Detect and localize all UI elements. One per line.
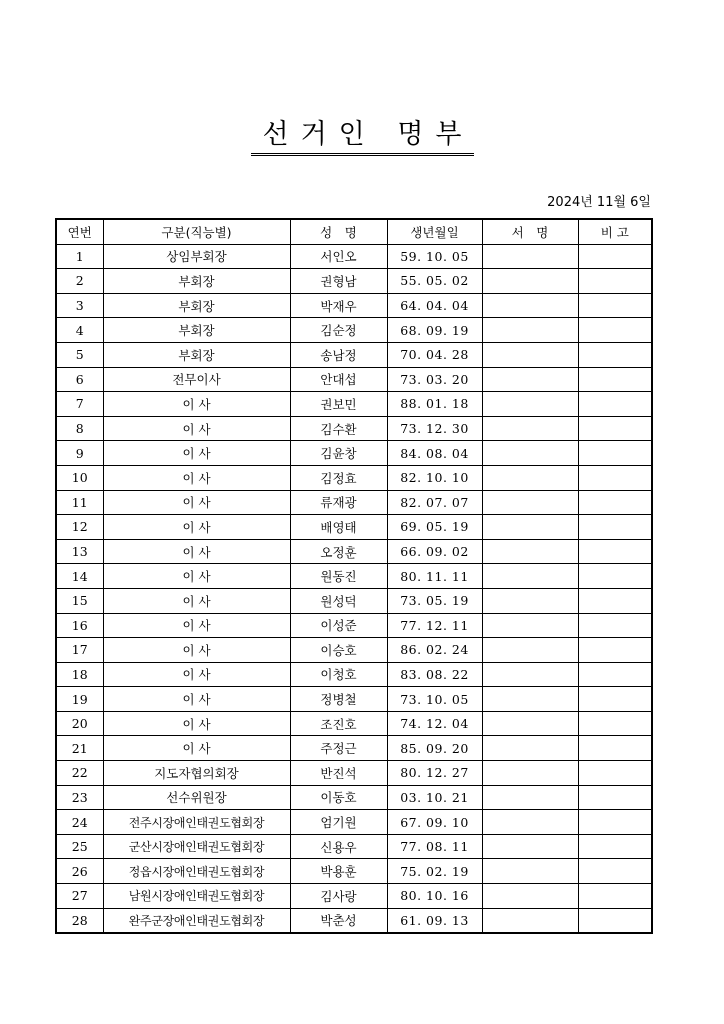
row-remarks-cell — [578, 367, 652, 392]
row-signature-cell — [482, 269, 578, 294]
document-date: 2024년 11월 6일 — [547, 195, 651, 210]
row-number: 9 — [56, 441, 103, 466]
row-birthdate: 75. 02. 19 — [387, 859, 482, 884]
row-number: 21 — [56, 736, 103, 761]
table-row — [56, 711, 652, 736]
row-remarks-cell — [578, 834, 652, 859]
row-signature-cell — [482, 711, 578, 736]
row-signature-cell — [482, 564, 578, 589]
table-header-row — [56, 219, 652, 244]
table-row — [56, 638, 652, 663]
row-birthdate: 73. 03. 20 — [387, 367, 482, 392]
row-position: 이 사 — [103, 711, 290, 736]
row-number: 14 — [56, 564, 103, 589]
row-name: 원동진 — [290, 564, 387, 589]
row-birthdate: 68. 09. 19 — [387, 318, 482, 343]
row-birthdate: 59. 10. 05 — [387, 244, 482, 269]
row-birthdate: 83. 08. 22 — [387, 662, 482, 687]
row-remarks-cell — [578, 588, 652, 613]
row-number: 8 — [56, 416, 103, 441]
table-row — [56, 834, 652, 859]
row-signature-cell — [482, 515, 578, 540]
row-birthdate: 66. 09. 02 — [387, 539, 482, 564]
row-remarks-cell — [578, 785, 652, 810]
table-row — [56, 515, 652, 540]
row-signature-cell — [482, 318, 578, 343]
row-position: 전주시장애인태권도협회장 — [103, 810, 290, 835]
header-name: 성 명 — [290, 219, 387, 244]
row-position: 이 사 — [103, 564, 290, 589]
row-signature-cell — [482, 638, 578, 663]
row-position: 부회장 — [103, 293, 290, 318]
row-signature-cell — [482, 662, 578, 687]
row-number: 19 — [56, 687, 103, 712]
row-signature-cell — [482, 441, 578, 466]
table-row — [56, 859, 652, 884]
row-position: 이 사 — [103, 662, 290, 687]
row-name: 박용훈 — [290, 859, 387, 884]
voter-roster-table — [55, 218, 653, 934]
row-signature-cell — [482, 834, 578, 859]
row-birthdate: 88. 01. 18 — [387, 392, 482, 417]
header-signature: 서 명 — [482, 219, 578, 244]
row-name: 이승호 — [290, 638, 387, 663]
table-row — [56, 884, 652, 909]
row-position: 부회장 — [103, 318, 290, 343]
row-remarks-cell — [578, 490, 652, 515]
row-position: 부회장 — [103, 269, 290, 294]
row-remarks-cell — [578, 711, 652, 736]
row-number: 13 — [56, 539, 103, 564]
row-signature-cell — [482, 859, 578, 884]
row-position: 정읍시장애인태권도협회장 — [103, 859, 290, 884]
row-number: 16 — [56, 613, 103, 638]
table-row — [56, 367, 652, 392]
row-number: 2 — [56, 269, 103, 294]
row-number: 20 — [56, 711, 103, 736]
row-name: 조진호 — [290, 711, 387, 736]
row-signature-cell — [482, 367, 578, 392]
row-remarks-cell — [578, 515, 652, 540]
row-position: 이 사 — [103, 441, 290, 466]
row-birthdate: 84. 08. 04 — [387, 441, 482, 466]
row-remarks-cell — [578, 564, 652, 589]
row-position: 이 사 — [103, 687, 290, 712]
row-birthdate: 73. 10. 05 — [387, 687, 482, 712]
header-position: 구분(직능별) — [103, 219, 290, 244]
row-number: 25 — [56, 834, 103, 859]
row-name: 원성덕 — [290, 588, 387, 613]
row-remarks-cell — [578, 416, 652, 441]
row-remarks-cell — [578, 859, 652, 884]
row-position: 완주군장애인태권도협회장 — [103, 908, 290, 933]
row-name: 권형남 — [290, 269, 387, 294]
row-name: 권보민 — [290, 392, 387, 417]
row-signature-cell — [482, 416, 578, 441]
row-remarks-cell — [578, 761, 652, 786]
row-name: 김정효 — [290, 465, 387, 490]
row-name: 반진석 — [290, 761, 387, 786]
row-signature-cell — [482, 810, 578, 835]
row-name: 송남정 — [290, 342, 387, 367]
row-name: 엄기원 — [290, 810, 387, 835]
header-birth: 생년월일 — [387, 219, 482, 244]
row-signature-cell — [482, 736, 578, 761]
row-birthdate: 85. 09. 20 — [387, 736, 482, 761]
row-number: 26 — [56, 859, 103, 884]
table-row — [56, 662, 652, 687]
row-signature-cell — [482, 342, 578, 367]
row-number: 27 — [56, 884, 103, 909]
row-remarks-cell — [578, 318, 652, 343]
row-number: 5 — [56, 342, 103, 367]
table-row — [56, 293, 652, 318]
row-position: 이 사 — [103, 539, 290, 564]
row-remarks-cell — [578, 441, 652, 466]
row-birthdate: 69. 05. 19 — [387, 515, 482, 540]
row-signature-cell — [482, 687, 578, 712]
row-signature-cell — [482, 244, 578, 269]
row-remarks-cell — [578, 244, 652, 269]
row-remarks-cell — [578, 293, 652, 318]
row-number: 11 — [56, 490, 103, 515]
row-name: 신용우 — [290, 834, 387, 859]
row-position: 군산시장애인태권도협회장 — [103, 834, 290, 859]
row-remarks-cell — [578, 539, 652, 564]
row-name: 이청호 — [290, 662, 387, 687]
row-remarks-cell — [578, 662, 652, 687]
table-row — [56, 687, 652, 712]
row-name: 정병철 — [290, 687, 387, 712]
row-birthdate: 77. 12. 11 — [387, 613, 482, 638]
row-name: 김순정 — [290, 318, 387, 343]
row-name: 배영태 — [290, 515, 387, 540]
table-row — [56, 244, 652, 269]
row-signature-cell — [482, 539, 578, 564]
row-name: 김수환 — [290, 416, 387, 441]
row-position: 지도자협의회장 — [103, 761, 290, 786]
header-no: 연번 — [56, 219, 103, 244]
row-remarks-cell — [578, 638, 652, 663]
row-birthdate: 61. 09. 13 — [387, 908, 482, 933]
table-row — [56, 490, 652, 515]
row-name: 서인오 — [290, 244, 387, 269]
row-number: 22 — [56, 761, 103, 786]
row-position: 이 사 — [103, 490, 290, 515]
row-number: 12 — [56, 515, 103, 540]
row-name: 김윤창 — [290, 441, 387, 466]
row-birthdate: 73. 05. 19 — [387, 588, 482, 613]
table-row — [56, 539, 652, 564]
row-remarks-cell — [578, 884, 652, 909]
row-remarks-cell — [578, 736, 652, 761]
row-name: 김사랑 — [290, 884, 387, 909]
row-position: 이 사 — [103, 613, 290, 638]
row-position: 이 사 — [103, 515, 290, 540]
document-title: 선거인 명부 — [251, 118, 474, 156]
row-birthdate: 03. 10. 21 — [387, 785, 482, 810]
row-name: 박춘성 — [290, 908, 387, 933]
row-remarks-cell — [578, 269, 652, 294]
row-signature-cell — [482, 908, 578, 933]
row-position: 이 사 — [103, 465, 290, 490]
row-number: 4 — [56, 318, 103, 343]
row-number: 18 — [56, 662, 103, 687]
row-position: 남원시장애인태권도협회장 — [103, 884, 290, 909]
table-row — [56, 342, 652, 367]
row-remarks-cell — [578, 613, 652, 638]
table-row — [56, 785, 652, 810]
row-signature-cell — [482, 884, 578, 909]
row-signature-cell — [482, 465, 578, 490]
row-signature-cell — [482, 761, 578, 786]
header-remarks: 비 고 — [578, 219, 652, 244]
title-container — [0, 118, 724, 156]
row-number: 15 — [56, 588, 103, 613]
row-number: 6 — [56, 367, 103, 392]
row-remarks-cell — [578, 342, 652, 367]
row-signature-cell — [482, 613, 578, 638]
row-birthdate: 80. 11. 11 — [387, 564, 482, 589]
row-number: 23 — [56, 785, 103, 810]
row-number: 3 — [56, 293, 103, 318]
row-name: 이동호 — [290, 785, 387, 810]
table-row — [56, 269, 652, 294]
row-number: 17 — [56, 638, 103, 663]
row-name: 오정훈 — [290, 539, 387, 564]
row-position: 이 사 — [103, 638, 290, 663]
table-row — [56, 564, 652, 589]
row-remarks-cell — [578, 392, 652, 417]
row-number: 1 — [56, 244, 103, 269]
row-remarks-cell — [578, 687, 652, 712]
row-signature-cell — [482, 392, 578, 417]
row-remarks-cell — [578, 465, 652, 490]
table-row — [56, 318, 652, 343]
table-row — [56, 465, 652, 490]
row-name: 박재우 — [290, 293, 387, 318]
row-position: 이 사 — [103, 588, 290, 613]
table-row — [56, 588, 652, 613]
table-row — [56, 736, 652, 761]
row-position: 부회장 — [103, 342, 290, 367]
table-row — [56, 441, 652, 466]
row-name: 류재광 — [290, 490, 387, 515]
row-birthdate: 74. 12. 04 — [387, 711, 482, 736]
row-birthdate: 73. 12. 30 — [387, 416, 482, 441]
table-row — [56, 613, 652, 638]
row-position: 상임부회장 — [103, 244, 290, 269]
table-row — [56, 908, 652, 933]
row-signature-cell — [482, 785, 578, 810]
table-body — [56, 244, 652, 933]
row-signature-cell — [482, 490, 578, 515]
row-number: 7 — [56, 392, 103, 417]
table-row — [56, 761, 652, 786]
row-birthdate: 77. 08. 11 — [387, 834, 482, 859]
row-name: 안대섭 — [290, 367, 387, 392]
row-number: 28 — [56, 908, 103, 933]
row-signature-cell — [482, 293, 578, 318]
row-birthdate: 82. 07. 07 — [387, 490, 482, 515]
row-birthdate: 80. 12. 27 — [387, 761, 482, 786]
table-row — [56, 810, 652, 835]
row-position: 전무이사 — [103, 367, 290, 392]
row-position: 선수위원장 — [103, 785, 290, 810]
row-name: 주정근 — [290, 736, 387, 761]
row-birthdate: 80. 10. 16 — [387, 884, 482, 909]
row-number: 10 — [56, 465, 103, 490]
row-birthdate: 86. 02. 24 — [387, 638, 482, 663]
table-row — [56, 392, 652, 417]
row-remarks-cell — [578, 908, 652, 933]
row-birthdate: 70. 04. 28 — [387, 342, 482, 367]
row-birthdate: 55. 05. 02 — [387, 269, 482, 294]
row-position: 이 사 — [103, 736, 290, 761]
row-signature-cell — [482, 588, 578, 613]
row-position: 이 사 — [103, 392, 290, 417]
row-name: 이성준 — [290, 613, 387, 638]
row-position: 이 사 — [103, 416, 290, 441]
row-birthdate: 82. 10. 10 — [387, 465, 482, 490]
table-row — [56, 416, 652, 441]
row-birthdate: 67. 09. 10 — [387, 810, 482, 835]
row-number: 24 — [56, 810, 103, 835]
row-remarks-cell — [578, 810, 652, 835]
row-birthdate: 64. 04. 04 — [387, 293, 482, 318]
